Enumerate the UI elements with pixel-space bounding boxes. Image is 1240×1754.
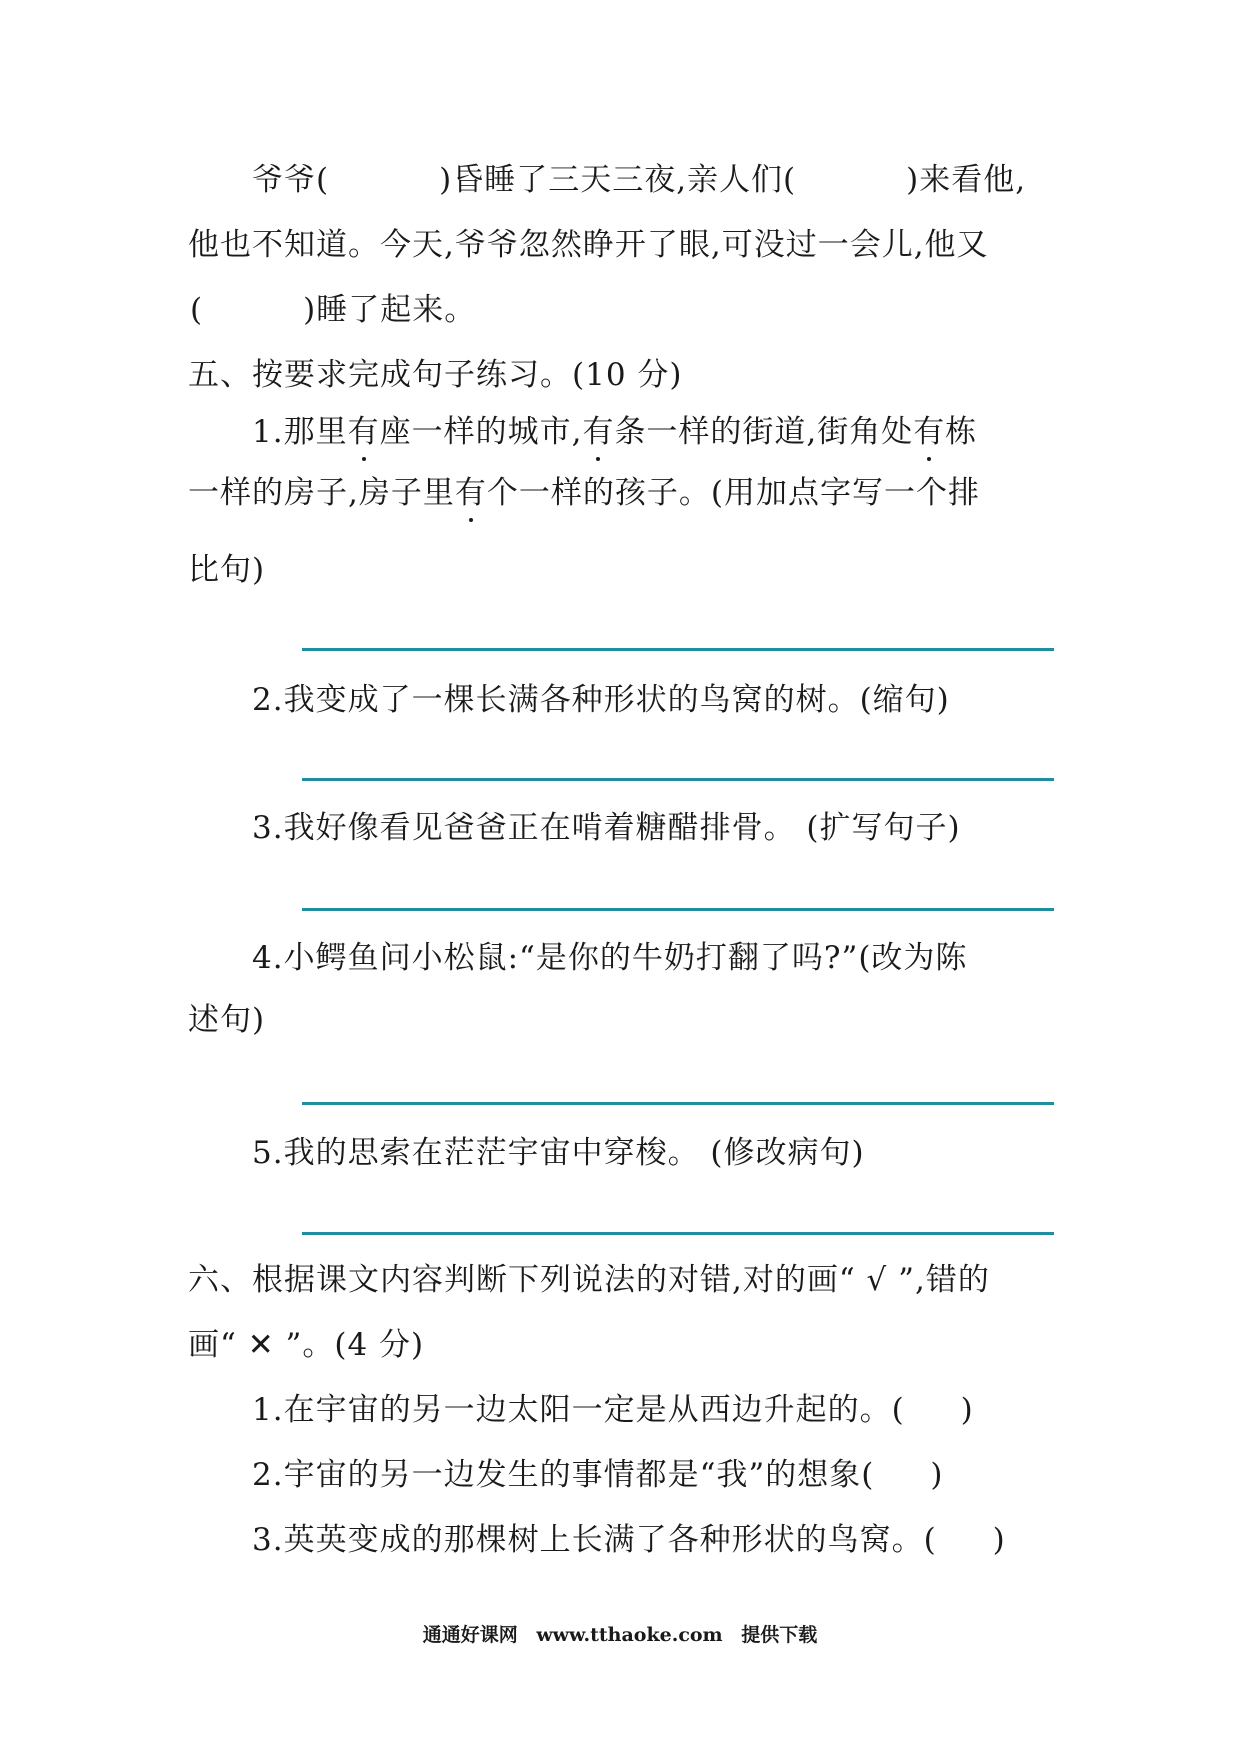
- fill-sentence-line-1: 爷爷( )昏睡了三天三夜,亲人们( )来看他,: [252, 162, 1027, 198]
- section-6-heading-line-1: 六、根据课文内容判断下列说法的对错,对的画“ √ ”,错的: [188, 1262, 990, 1298]
- judgement-item: 2.宇宙的另一边发生的事情都是“我”的想象( ): [252, 1457, 944, 1493]
- question-5-1-line-3: 比句): [188, 552, 266, 588]
- section-6-heading-line-2: 画“ ✕ ”。(4 分): [188, 1327, 425, 1363]
- answer-line-3[interactable]: [302, 908, 1054, 911]
- question-5-1-line-1: 1.那里有座一样的城市,有条一样的街道,街角处有栋: [252, 414, 978, 450]
- footer-suffix: 提供下载: [741, 1624, 818, 1646]
- question-5-4-line-1: 4.小鳄鱼问小松鼠:“是你的牛奶打翻了吗?”(改为陈: [252, 940, 968, 976]
- question-5-5: 5.我的思索在茫茫宇宙中穿梭。 (修改病句): [252, 1135, 865, 1171]
- dotted-char: 有: [454, 475, 487, 511]
- question-5-4-line-2: 述句): [188, 1002, 266, 1038]
- question-5-2: 2.我变成了一棵长满各种形状的鸟窝的树。(缩句): [252, 682, 950, 718]
- section-5-heading: 五、按要求完成句子练习。(10 分): [188, 357, 683, 393]
- footer-site-name: 通通好课网: [422, 1624, 518, 1646]
- answer-line-5[interactable]: [302, 1232, 1054, 1235]
- footer-url[interactable]: www.tthaoke.com: [536, 1624, 723, 1646]
- fill-sentence-line-2: 他也不知道。今天,爷爷忽然睁开了眼,可没过一会儿,他又: [188, 227, 989, 263]
- dotted-char: 有: [913, 414, 946, 450]
- fill-sentence-line-3: ( )睡了起来。: [190, 292, 477, 328]
- answer-line-4[interactable]: [302, 1102, 1054, 1105]
- dotted-char: 有: [582, 414, 615, 450]
- dotted-char: 有: [347, 414, 380, 450]
- judgement-item: 1.在宇宙的另一边太阳一定是从西边升起的。( ): [252, 1392, 974, 1428]
- judgement-item: 3.英英变成的那棵树上长满了各种形状的鸟窝。( ): [252, 1522, 1006, 1558]
- question-5-3: 3.我好像看见爸爸正在啃着糖醋排骨。 (扩写句子): [252, 810, 961, 846]
- answer-line-2[interactable]: [302, 778, 1054, 781]
- answer-line-1[interactable]: [302, 648, 1054, 651]
- question-5-1-line-2: 一样的房子,房子里有个一样的孩子。(用加点字写一个排: [188, 475, 980, 511]
- page-footer: [0, 1620, 1240, 1647]
